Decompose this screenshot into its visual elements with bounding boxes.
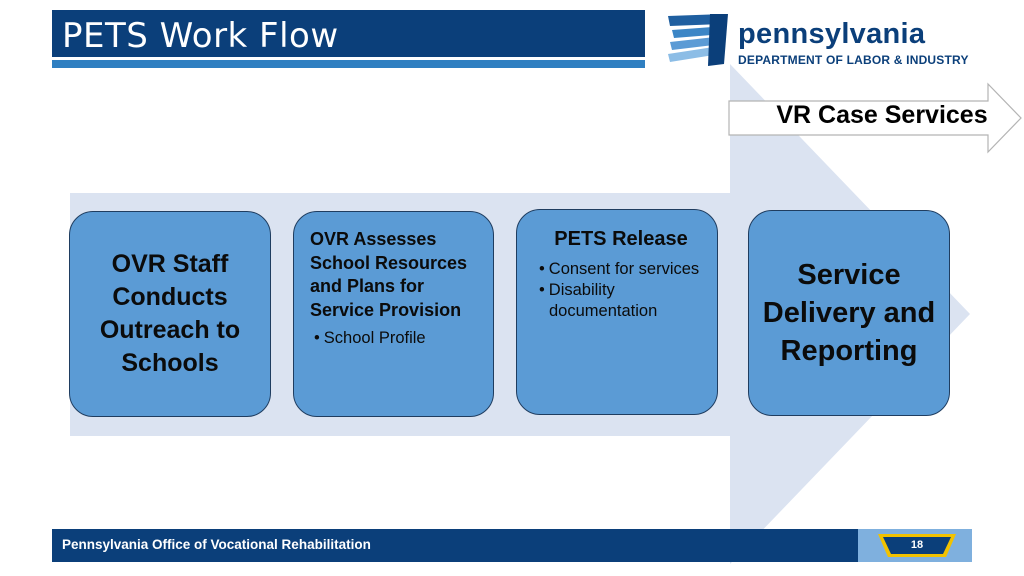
step-outreach xyxy=(69,211,271,417)
step-pets-release-bullets xyxy=(535,259,707,322)
bullet-school-profile: • School Profile xyxy=(310,328,483,349)
step-assessment-title: OVR Assesses School Resources and Plans for Service Provision xyxy=(310,229,468,320)
logo-name: pennsylvania xyxy=(738,18,926,50)
footer-org: Pennsylvania Office of Vocational Rehabilitation xyxy=(62,537,371,552)
bullet-disability-documentation: • Disability documentation xyxy=(535,280,707,322)
step-assessment-bullets xyxy=(310,328,483,349)
page-number: 18 xyxy=(910,539,924,551)
step-service-delivery xyxy=(748,210,950,416)
footer-bar xyxy=(52,529,972,562)
page-title: PETS Work Flow xyxy=(62,16,339,56)
logo-department: DEPARTMENT OF LABOR & INDUSTRY xyxy=(738,53,969,67)
vr-case-services-label: VR Case Services xyxy=(776,101,988,129)
step-outreach-title: OVR Staff Conducts Outreach to Schools xyxy=(99,250,241,377)
step-pets-release-title: PETS Release xyxy=(554,228,688,250)
page-number-box xyxy=(858,529,972,562)
step-service-delivery-title: Service Delivery and Reporting xyxy=(762,259,936,367)
step-pets-release xyxy=(516,209,718,415)
step-assessment xyxy=(293,211,494,417)
bullet-consent: • Consent for services xyxy=(535,259,707,280)
